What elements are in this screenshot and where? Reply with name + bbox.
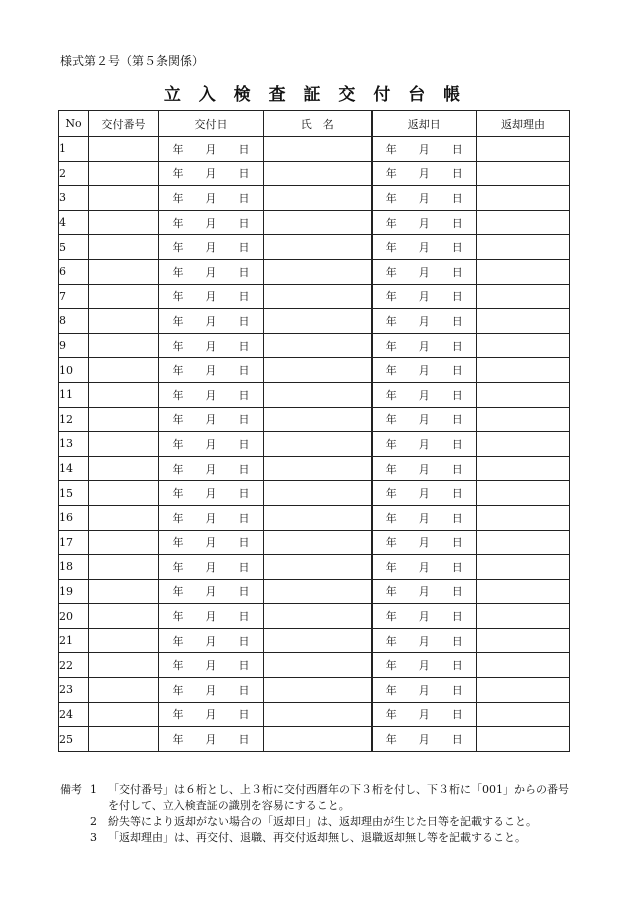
note-text: 「返却理由」は、再交付、退職、再交付返却無し、退職返却無し等を記載すること。 bbox=[108, 831, 526, 844]
name-cell bbox=[264, 678, 372, 703]
header-no: No bbox=[59, 111, 89, 137]
issue-date-cell: 年 月 日 bbox=[159, 579, 264, 604]
return-date-cell: 年 月 日 bbox=[372, 259, 477, 284]
table-row bbox=[59, 235, 570, 260]
name-cell bbox=[264, 628, 372, 653]
issue-number-cell bbox=[89, 259, 159, 284]
return-date-cell: 年 月 日 bbox=[372, 678, 477, 703]
name-cell bbox=[264, 186, 372, 211]
table-row bbox=[59, 702, 570, 727]
return-reason-cell bbox=[477, 432, 570, 457]
name-cell bbox=[264, 481, 372, 506]
name-cell bbox=[264, 505, 372, 530]
table-row bbox=[59, 358, 570, 383]
return-reason-cell bbox=[477, 555, 570, 580]
row-number-cell: 19 bbox=[59, 579, 89, 604]
return-reason-cell bbox=[477, 678, 570, 703]
row-number-cell: 21 bbox=[59, 628, 89, 653]
issue-date-cell: 年 月 日 bbox=[159, 137, 264, 162]
return-reason-cell bbox=[477, 235, 570, 260]
name-cell bbox=[264, 333, 372, 358]
issue-date-cell: 年 月 日 bbox=[159, 481, 264, 506]
return-reason-cell bbox=[477, 407, 570, 432]
return-date-cell: 年 月 日 bbox=[372, 137, 477, 162]
note-number: 1 bbox=[90, 783, 97, 796]
return-reason-cell bbox=[477, 382, 570, 407]
row-number-cell: 2 bbox=[59, 161, 89, 186]
table-row bbox=[59, 407, 570, 432]
issue-date-cell: 年 月 日 bbox=[159, 628, 264, 653]
issue-date-cell: 年 月 日 bbox=[159, 653, 264, 678]
name-cell bbox=[264, 358, 372, 383]
return-reason-cell bbox=[477, 137, 570, 162]
issue-number-cell bbox=[89, 407, 159, 432]
row-number-cell: 25 bbox=[59, 727, 89, 752]
issue-number-cell bbox=[89, 653, 159, 678]
return-reason-cell bbox=[477, 161, 570, 186]
table-row bbox=[59, 259, 570, 284]
return-reason-cell bbox=[477, 604, 570, 629]
table-row bbox=[59, 456, 570, 481]
issue-date-cell: 年 月 日 bbox=[159, 432, 264, 457]
issue-number-cell bbox=[89, 702, 159, 727]
issue-number-cell bbox=[89, 210, 159, 235]
return-date-cell: 年 月 日 bbox=[372, 382, 477, 407]
return-date-cell: 年 月 日 bbox=[372, 702, 477, 727]
return-reason-cell bbox=[477, 210, 570, 235]
issue-number-cell bbox=[89, 309, 159, 334]
issue-date-cell: 年 月 日 bbox=[159, 358, 264, 383]
notes-section bbox=[60, 782, 578, 846]
header-name: 氏 名 bbox=[264, 111, 372, 137]
header-issue-date: 交付日 bbox=[159, 111, 264, 137]
name-cell bbox=[264, 259, 372, 284]
return-reason-cell bbox=[477, 481, 570, 506]
header-row bbox=[59, 111, 570, 137]
issue-date-cell: 年 月 日 bbox=[159, 604, 264, 629]
name-cell bbox=[264, 235, 372, 260]
row-number-cell: 6 bbox=[59, 259, 89, 284]
table-row bbox=[59, 309, 570, 334]
table-row bbox=[59, 727, 570, 752]
issue-date-cell: 年 月 日 bbox=[159, 309, 264, 334]
page-title: 立 入 検 査 証 交 付 台 帳 bbox=[163, 85, 467, 105]
note-number: 2 bbox=[90, 815, 97, 828]
issue-number-cell bbox=[89, 678, 159, 703]
issue-number-cell bbox=[89, 432, 159, 457]
issue-number-cell bbox=[89, 456, 159, 481]
row-number-cell: 13 bbox=[59, 432, 89, 457]
name-cell bbox=[264, 161, 372, 186]
return-reason-cell bbox=[477, 358, 570, 383]
issue-number-cell bbox=[89, 358, 159, 383]
return-reason-cell bbox=[477, 186, 570, 211]
return-date-cell: 年 月 日 bbox=[372, 481, 477, 506]
row-number-cell: 1 bbox=[59, 137, 89, 162]
return-date-cell: 年 月 日 bbox=[372, 358, 477, 383]
row-number-cell: 3 bbox=[59, 186, 89, 211]
name-cell bbox=[264, 284, 372, 309]
table-row bbox=[59, 530, 570, 555]
issue-number-cell bbox=[89, 382, 159, 407]
note-item bbox=[60, 830, 578, 846]
return-reason-cell bbox=[477, 727, 570, 752]
return-date-cell: 年 月 日 bbox=[372, 628, 477, 653]
issue-number-cell bbox=[89, 530, 159, 555]
row-number-cell: 16 bbox=[59, 505, 89, 530]
return-date-cell: 年 月 日 bbox=[372, 456, 477, 481]
return-reason-cell bbox=[477, 456, 570, 481]
row-number-cell: 17 bbox=[59, 530, 89, 555]
header-return-reason: 返却理由 bbox=[477, 111, 570, 137]
table-row bbox=[59, 579, 570, 604]
return-reason-cell bbox=[477, 530, 570, 555]
row-number-cell: 23 bbox=[59, 678, 89, 703]
name-cell bbox=[264, 604, 372, 629]
return-reason-cell bbox=[477, 628, 570, 653]
table-row bbox=[59, 653, 570, 678]
issue-number-cell bbox=[89, 628, 159, 653]
issue-date-cell: 年 月 日 bbox=[159, 333, 264, 358]
row-number-cell: 12 bbox=[59, 407, 89, 432]
return-date-cell: 年 月 日 bbox=[372, 309, 477, 334]
issue-number-cell bbox=[89, 333, 159, 358]
return-date-cell: 年 月 日 bbox=[372, 235, 477, 260]
name-cell bbox=[264, 137, 372, 162]
return-date-cell: 年 月 日 bbox=[372, 579, 477, 604]
return-date-cell: 年 月 日 bbox=[372, 727, 477, 752]
notes-heading: 備考 bbox=[60, 783, 82, 796]
return-date-cell: 年 月 日 bbox=[372, 210, 477, 235]
issue-number-cell bbox=[89, 186, 159, 211]
return-date-cell: 年 月 日 bbox=[372, 432, 477, 457]
return-date-cell: 年 月 日 bbox=[372, 555, 477, 580]
table-row bbox=[59, 628, 570, 653]
return-reason-cell bbox=[477, 309, 570, 334]
table-row bbox=[59, 333, 570, 358]
note-item bbox=[60, 782, 578, 814]
row-number-cell: 8 bbox=[59, 309, 89, 334]
note-text: 紛失等により返却がない場合の「返却日」は、返却理由が生じた日等を記載すること。 bbox=[108, 815, 537, 828]
return-reason-cell bbox=[477, 505, 570, 530]
name-cell bbox=[264, 407, 372, 432]
issue-number-cell bbox=[89, 235, 159, 260]
name-cell bbox=[264, 210, 372, 235]
note-text: 「交付番号」は６桁とし、上３桁に交付西暦年の下３桁を付し、下３桁に「001」からの番号を付して、立入検査証の識別を容易にすること。 bbox=[108, 783, 569, 812]
issue-date-cell: 年 月 日 bbox=[159, 678, 264, 703]
issue-date-cell: 年 月 日 bbox=[159, 284, 264, 309]
table-row bbox=[59, 481, 570, 506]
return-date-cell: 年 月 日 bbox=[372, 505, 477, 530]
header-return-date: 返却日 bbox=[372, 111, 477, 137]
issue-number-cell bbox=[89, 604, 159, 629]
form-number-label: 様式第２号（第５条関係） bbox=[60, 54, 205, 68]
return-reason-cell bbox=[477, 259, 570, 284]
issue-date-cell: 年 月 日 bbox=[159, 210, 264, 235]
note-number: 3 bbox=[90, 831, 97, 844]
issue-date-cell: 年 月 日 bbox=[159, 702, 264, 727]
row-number-cell: 4 bbox=[59, 210, 89, 235]
issue-date-cell: 年 月 日 bbox=[159, 186, 264, 211]
table-row bbox=[59, 210, 570, 235]
name-cell bbox=[264, 702, 372, 727]
row-number-cell: 7 bbox=[59, 284, 89, 309]
issue-number-cell bbox=[89, 555, 159, 580]
name-cell bbox=[264, 456, 372, 481]
name-cell bbox=[264, 727, 372, 752]
return-reason-cell bbox=[477, 284, 570, 309]
return-date-cell: 年 月 日 bbox=[372, 284, 477, 309]
table-row bbox=[59, 604, 570, 629]
note-item bbox=[60, 814, 578, 830]
table-row bbox=[59, 382, 570, 407]
return-date-cell: 年 月 日 bbox=[372, 161, 477, 186]
header-issue-number: 交付番号 bbox=[89, 111, 159, 137]
return-date-cell: 年 月 日 bbox=[372, 604, 477, 629]
table-row bbox=[59, 678, 570, 703]
name-cell bbox=[264, 530, 372, 555]
row-number-cell: 11 bbox=[59, 382, 89, 407]
return-reason-cell bbox=[477, 702, 570, 727]
issue-number-cell bbox=[89, 579, 159, 604]
issue-date-cell: 年 月 日 bbox=[159, 505, 264, 530]
return-date-cell: 年 月 日 bbox=[372, 333, 477, 358]
row-number-cell: 15 bbox=[59, 481, 89, 506]
table-row bbox=[59, 555, 570, 580]
return-reason-cell bbox=[477, 579, 570, 604]
name-cell bbox=[264, 653, 372, 678]
name-cell bbox=[264, 432, 372, 457]
return-reason-cell bbox=[477, 333, 570, 358]
issue-date-cell: 年 月 日 bbox=[159, 259, 264, 284]
table-row bbox=[59, 186, 570, 211]
return-date-cell: 年 月 日 bbox=[372, 653, 477, 678]
issue-number-cell bbox=[89, 284, 159, 309]
row-number-cell: 24 bbox=[59, 702, 89, 727]
issue-date-cell: 年 月 日 bbox=[159, 530, 264, 555]
row-number-cell: 18 bbox=[59, 555, 89, 580]
issue-date-cell: 年 月 日 bbox=[159, 235, 264, 260]
name-cell bbox=[264, 579, 372, 604]
return-date-cell: 年 月 日 bbox=[372, 186, 477, 211]
row-number-cell: 9 bbox=[59, 333, 89, 358]
return-date-cell: 年 月 日 bbox=[372, 530, 477, 555]
name-cell bbox=[264, 382, 372, 407]
return-date-cell: 年 月 日 bbox=[372, 407, 477, 432]
ledger-table bbox=[58, 110, 570, 752]
issue-date-cell: 年 月 日 bbox=[159, 456, 264, 481]
name-cell bbox=[264, 309, 372, 334]
issue-date-cell: 年 月 日 bbox=[159, 382, 264, 407]
table-row bbox=[59, 432, 570, 457]
name-cell bbox=[264, 555, 372, 580]
issue-date-cell: 年 月 日 bbox=[159, 407, 264, 432]
issue-date-cell: 年 月 日 bbox=[159, 727, 264, 752]
row-number-cell: 20 bbox=[59, 604, 89, 629]
issue-number-cell bbox=[89, 727, 159, 752]
table-row bbox=[59, 137, 570, 162]
issue-date-cell: 年 月 日 bbox=[159, 161, 264, 186]
table-row bbox=[59, 161, 570, 186]
issue-date-cell: 年 月 日 bbox=[159, 555, 264, 580]
issue-number-cell bbox=[89, 161, 159, 186]
return-reason-cell bbox=[477, 653, 570, 678]
row-number-cell: 5 bbox=[59, 235, 89, 260]
issue-number-cell bbox=[89, 481, 159, 506]
issue-number-cell bbox=[89, 505, 159, 530]
row-number-cell: 10 bbox=[59, 358, 89, 383]
table-row bbox=[59, 505, 570, 530]
issue-number-cell bbox=[89, 137, 159, 162]
table-row bbox=[59, 284, 570, 309]
row-number-cell: 22 bbox=[59, 653, 89, 678]
row-number-cell: 14 bbox=[59, 456, 89, 481]
